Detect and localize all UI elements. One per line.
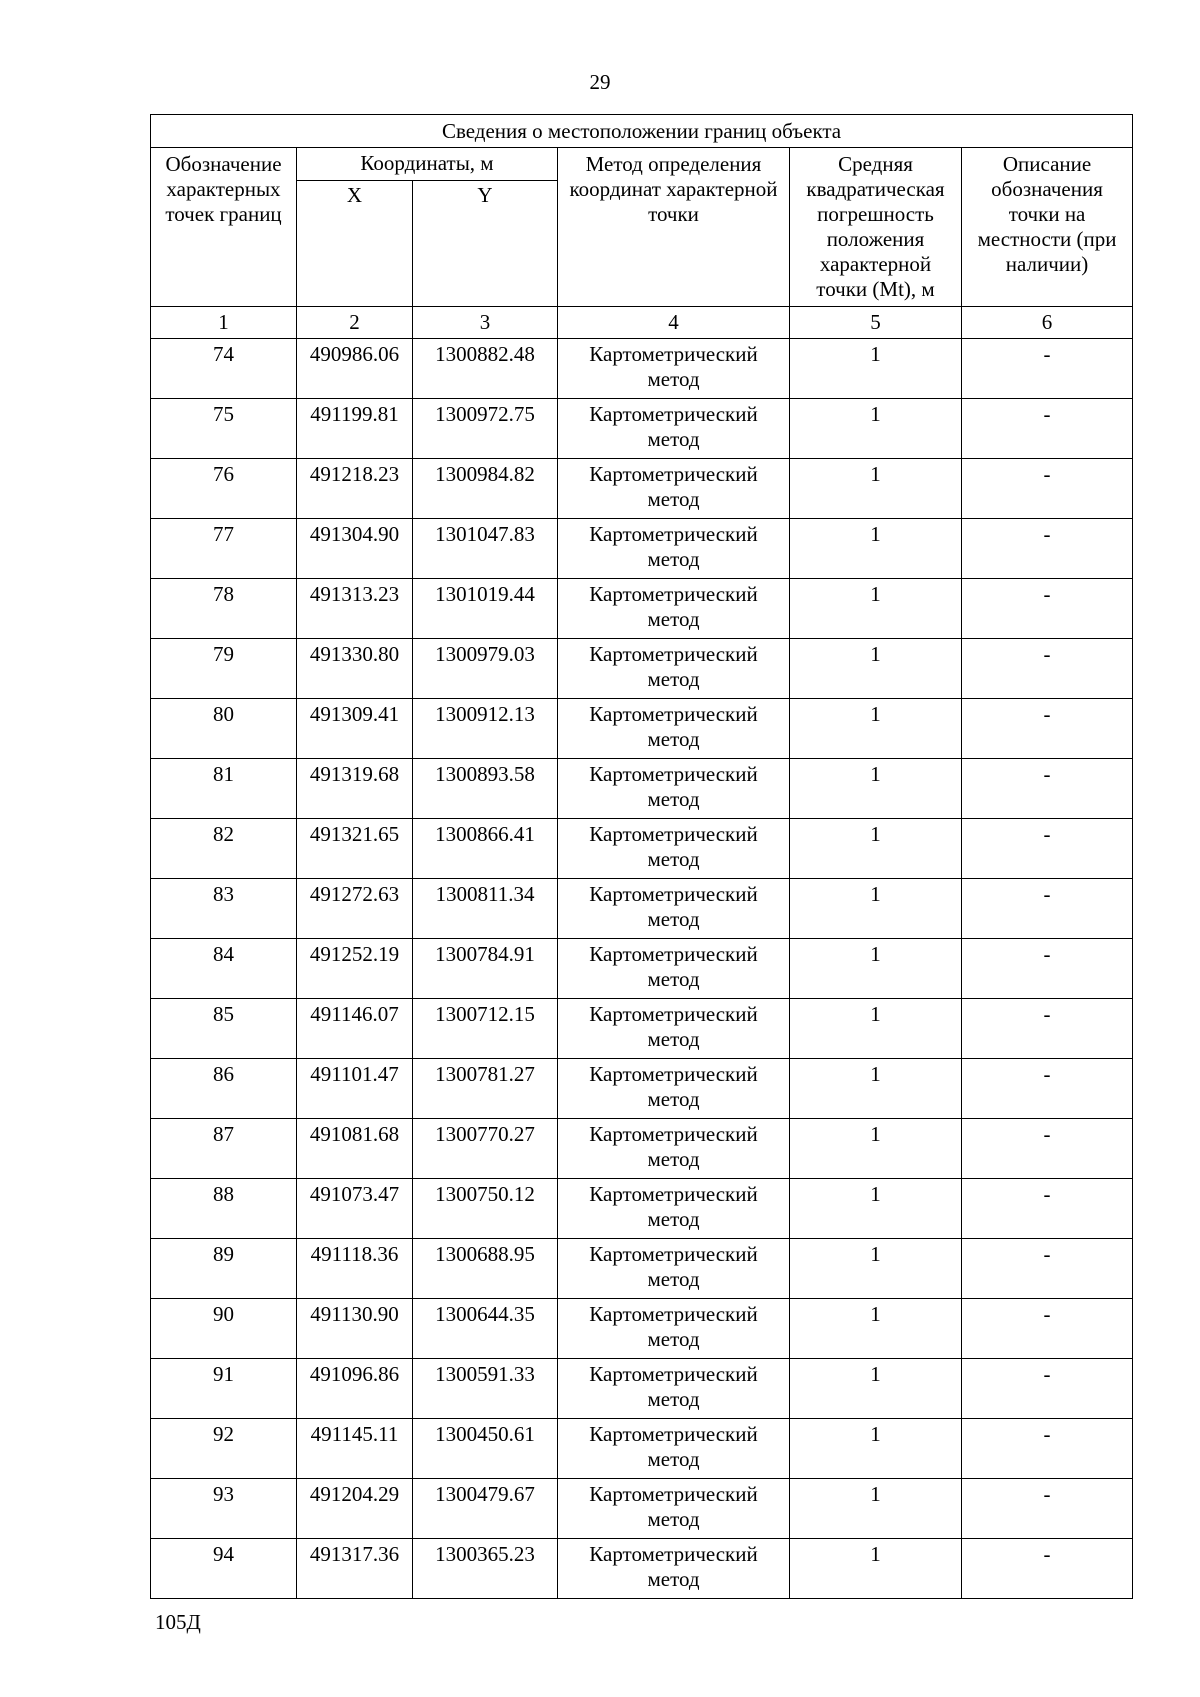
cell-x: 491321.65 [297, 819, 413, 879]
cell-description: - [962, 1419, 1133, 1479]
cell-y: 1301019.44 [413, 579, 558, 639]
cell-error: 1 [790, 459, 962, 519]
cell-description: - [962, 579, 1133, 639]
cell-error: 1 [790, 759, 962, 819]
cell-method: Картометрический метод [558, 579, 790, 639]
cell-error: 1 [790, 879, 962, 939]
cell-y: 1300893.58 [413, 759, 558, 819]
header-description: Описание обозначения точки на местности (при наличии) [962, 148, 1133, 307]
table-row [151, 1119, 1133, 1179]
cell-x: 490986.06 [297, 339, 413, 399]
cell-point: 85 [151, 999, 297, 1059]
cell-y: 1301047.83 [413, 519, 558, 579]
cell-point: 94 [151, 1539, 297, 1599]
cell-point: 82 [151, 819, 297, 879]
cell-x: 491096.86 [297, 1359, 413, 1419]
cell-method: Картометрический метод [558, 1419, 790, 1479]
header-point: Обозначение характерных точек границ [151, 148, 297, 307]
cell-y: 1300644.35 [413, 1299, 558, 1359]
cell-y: 1300866.41 [413, 819, 558, 879]
cell-description: - [962, 339, 1133, 399]
cell-y: 1300811.34 [413, 879, 558, 939]
table-row [151, 1539, 1133, 1599]
cell-error: 1 [790, 819, 962, 879]
cell-error: 1 [790, 1239, 962, 1299]
column-number: 5 [790, 307, 962, 339]
cell-x: 491081.68 [297, 1119, 413, 1179]
cell-description: - [962, 759, 1133, 819]
table-row [151, 459, 1133, 519]
cell-description: - [962, 639, 1133, 699]
table-row [151, 1419, 1133, 1479]
cell-error: 1 [790, 1419, 962, 1479]
cell-error: 1 [790, 1299, 962, 1359]
header-method: Метод определения координат характерной точки [558, 148, 790, 307]
cell-y: 1300712.15 [413, 999, 558, 1059]
cell-method: Картометрический метод [558, 1299, 790, 1359]
table-row [151, 1239, 1133, 1299]
cell-point: 92 [151, 1419, 297, 1479]
cell-point: 86 [151, 1059, 297, 1119]
cell-method: Картометрический метод [558, 459, 790, 519]
cell-method: Картометрический метод [558, 1239, 790, 1299]
table-row [151, 519, 1133, 579]
cell-description: - [962, 1359, 1133, 1419]
table-row [151, 579, 1133, 639]
cell-x: 491252.19 [297, 939, 413, 999]
cell-point: 93 [151, 1479, 297, 1539]
cell-point: 76 [151, 459, 297, 519]
cell-description: - [962, 879, 1133, 939]
cell-x: 491073.47 [297, 1179, 413, 1239]
cell-error: 1 [790, 999, 962, 1059]
cell-x: 491218.23 [297, 459, 413, 519]
cell-method: Картометрический метод [558, 1179, 790, 1239]
cell-point: 77 [151, 519, 297, 579]
cell-point: 79 [151, 639, 297, 699]
cell-description: - [962, 1239, 1133, 1299]
table-row [151, 759, 1133, 819]
column-number: 6 [962, 307, 1133, 339]
cell-description: - [962, 939, 1133, 999]
table-row [151, 639, 1133, 699]
cell-x: 491204.29 [297, 1479, 413, 1539]
page-number: 29 [589, 70, 611, 94]
cell-error: 1 [790, 1479, 962, 1539]
cell-method: Картометрический метод [558, 639, 790, 699]
cell-x: 491272.63 [297, 879, 413, 939]
cell-point: 83 [151, 879, 297, 939]
table-row [151, 819, 1133, 879]
table-row [151, 399, 1133, 459]
footer-code: 105Д [155, 1610, 201, 1634]
cell-error: 1 [790, 639, 962, 699]
cell-description: - [962, 819, 1133, 879]
cell-error: 1 [790, 1359, 962, 1419]
cell-x: 491313.23 [297, 579, 413, 639]
cell-y: 1300750.12 [413, 1179, 558, 1239]
cell-y: 1300479.67 [413, 1479, 558, 1539]
cell-method: Картометрический метод [558, 1059, 790, 1119]
cell-x: 491146.07 [297, 999, 413, 1059]
cell-point: 84 [151, 939, 297, 999]
cell-method: Картометрический метод [558, 1479, 790, 1539]
header-error: Средняя квадратическая погрешность положения характерной точки (Mt), м [790, 148, 962, 307]
cell-method: Картометрический метод [558, 1119, 790, 1179]
cell-y: 1300882.48 [413, 339, 558, 399]
boundary-coordinates-table [150, 114, 1133, 1599]
cell-description: - [962, 1539, 1133, 1599]
cell-method: Картометрический метод [558, 939, 790, 999]
cell-x: 491304.90 [297, 519, 413, 579]
table-header-row [151, 148, 1133, 181]
cell-point: 75 [151, 399, 297, 459]
cell-description: - [962, 1119, 1133, 1179]
cell-description: - [962, 399, 1133, 459]
cell-point: 81 [151, 759, 297, 819]
cell-description: - [962, 459, 1133, 519]
cell-description: - [962, 999, 1133, 1059]
cell-error: 1 [790, 1119, 962, 1179]
header-y: Y [413, 181, 558, 307]
cell-point: 80 [151, 699, 297, 759]
cell-y: 1300450.61 [413, 1419, 558, 1479]
cell-y: 1300591.33 [413, 1359, 558, 1419]
cell-method: Картометрический метод [558, 699, 790, 759]
cell-error: 1 [790, 1059, 962, 1119]
cell-error: 1 [790, 1539, 962, 1599]
cell-x: 491199.81 [297, 399, 413, 459]
header-x: X [297, 181, 413, 307]
cell-y: 1300984.82 [413, 459, 558, 519]
column-number: 1 [151, 307, 297, 339]
cell-method: Картометрический метод [558, 399, 790, 459]
cell-x: 491330.80 [297, 639, 413, 699]
cell-error: 1 [790, 1179, 962, 1239]
cell-error: 1 [790, 399, 962, 459]
table-caption: Сведения о местоположении границ объекта [151, 115, 1133, 148]
cell-method: Картометрический метод [558, 999, 790, 1059]
cell-point: 89 [151, 1239, 297, 1299]
cell-method: Картометрический метод [558, 519, 790, 579]
cell-point: 74 [151, 339, 297, 399]
cell-error: 1 [790, 339, 962, 399]
cell-method: Картометрический метод [558, 759, 790, 819]
cell-x: 491317.36 [297, 1539, 413, 1599]
cell-error: 1 [790, 939, 962, 999]
table-row [151, 699, 1133, 759]
cell-y: 1300770.27 [413, 1119, 558, 1179]
cell-y: 1300688.95 [413, 1239, 558, 1299]
column-number: 4 [558, 307, 790, 339]
cell-point: 88 [151, 1179, 297, 1239]
cell-point: 78 [151, 579, 297, 639]
table-row [151, 1359, 1133, 1419]
cell-x: 491309.41 [297, 699, 413, 759]
cell-point: 91 [151, 1359, 297, 1419]
table-row [151, 339, 1133, 399]
table-caption-row [151, 115, 1133, 148]
cell-description: - [962, 1479, 1133, 1539]
cell-description: - [962, 519, 1133, 579]
header-coordinates: Координаты, м [297, 148, 558, 181]
cell-description: - [962, 1059, 1133, 1119]
cell-method: Картометрический метод [558, 1359, 790, 1419]
cell-description: - [962, 1179, 1133, 1239]
table-row [151, 1479, 1133, 1539]
cell-y: 1300979.03 [413, 639, 558, 699]
column-numbers-row [151, 307, 1133, 339]
cell-y: 1300784.91 [413, 939, 558, 999]
column-number: 3 [413, 307, 558, 339]
cell-description: - [962, 699, 1133, 759]
cell-x: 491101.47 [297, 1059, 413, 1119]
table-row [151, 1299, 1133, 1359]
cell-x: 491118.36 [297, 1239, 413, 1299]
column-number: 2 [297, 307, 413, 339]
cell-description: - [962, 1299, 1133, 1359]
cell-x: 491145.11 [297, 1419, 413, 1479]
cell-method: Картометрический метод [558, 339, 790, 399]
cell-point: 87 [151, 1119, 297, 1179]
cell-x: 491130.90 [297, 1299, 413, 1359]
cell-method: Картометрический метод [558, 1539, 790, 1599]
cell-x: 491319.68 [297, 759, 413, 819]
table-row [151, 1059, 1133, 1119]
table-row [151, 879, 1133, 939]
cell-error: 1 [790, 579, 962, 639]
cell-y: 1300781.27 [413, 1059, 558, 1119]
cell-y: 1300912.13 [413, 699, 558, 759]
cell-error: 1 [790, 519, 962, 579]
cell-point: 90 [151, 1299, 297, 1359]
cell-y: 1300972.75 [413, 399, 558, 459]
cell-error: 1 [790, 699, 962, 759]
table-row [151, 999, 1133, 1059]
cell-y: 1300365.23 [413, 1539, 558, 1599]
table-row [151, 1179, 1133, 1239]
cell-method: Картометрический метод [558, 819, 790, 879]
table-row [151, 939, 1133, 999]
cell-method: Картометрический метод [558, 879, 790, 939]
